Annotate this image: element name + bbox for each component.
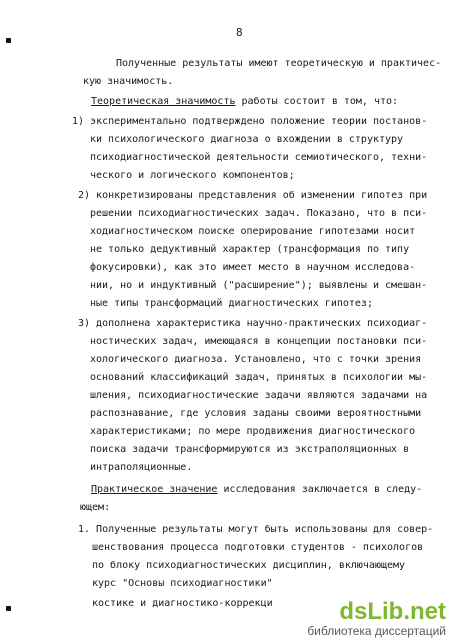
text-line: фокусировки), как это имеет место в научном исследова- xyxy=(90,262,416,273)
watermark-logo: dsLib.net xyxy=(339,598,446,625)
text-line: шления, психодиагностические задачи являются задачами на xyxy=(90,390,428,401)
text-line: распознавание, где условия заданы своими вероятностными xyxy=(90,408,422,419)
text-line: ющем: xyxy=(80,502,111,513)
text-line: Практическое значение исследования заключается в следу- xyxy=(91,484,423,495)
text-line: ностических задач, имеющаяся в концепции постановки пси- xyxy=(90,336,428,347)
section-heading-theoretical: Теоретическая значимость xyxy=(91,96,236,107)
margin-mark-bottom xyxy=(6,606,11,611)
text-line: интраполяционные. xyxy=(90,462,193,473)
list-item-text: 1) экспериментально подтверждено положение теории постанов- xyxy=(72,116,428,127)
text-line: по блоку психодиагностических дисциплин, включающему xyxy=(92,560,406,571)
text-line: нии, но и индуктивный ("расширение"); выявлены и смешан- xyxy=(90,280,428,291)
text-line: Полученные результаты имеют теоретическую и практичес- xyxy=(116,58,442,69)
text-line: решении психодиагностических задач. Показано, что в пси- xyxy=(90,208,428,219)
text-line: ческого и логического компонентов; xyxy=(90,170,295,181)
text-line: поиска задачи трансформируются из экстраполяционных в xyxy=(90,444,410,455)
section-heading-practical: Практическое значение xyxy=(91,484,218,495)
text-line: кую значимость. xyxy=(83,76,174,87)
text-line: характеристиками; по мере продвижения диагностического xyxy=(90,426,416,437)
text-line: шенствования процесса подготовки студентов - психологов xyxy=(92,542,424,553)
text-line: хологического диагноза. Установлено, что с точки зрения xyxy=(90,354,422,365)
text-line: Теоретическая значимость работы состоит в том, что: xyxy=(91,96,399,107)
page-number: 8 xyxy=(236,26,243,39)
text-line: ные типы трансформаций диагностических гипотез; xyxy=(90,298,373,309)
text-line: костике и диагностико-коррекци xyxy=(92,598,273,609)
watermark xyxy=(307,600,446,638)
watermark-subtitle: библиотека диссертаций xyxy=(307,624,446,638)
text-line: не только дедуктивный характер (трансформация по типу xyxy=(90,244,410,255)
text-line: психодиагностической деятельности семиотического, техни- xyxy=(90,152,428,163)
text-line: курс "Основы психодиагностики" xyxy=(92,578,273,589)
text-line: оснований классификаций задач, принятых в психологии мы- xyxy=(90,372,428,383)
margin-mark-top xyxy=(6,38,11,43)
list-item-text: 2) конкретизированы представления об изменении гипотез при xyxy=(78,190,428,201)
list-item-text: 1. Полученные результаты могут быть использованы для совер- xyxy=(78,524,434,535)
text-line: ки психологического диагноза о вхождении в структуру xyxy=(90,134,404,145)
text-line: ходиагностическом поиске оперирование гипотезами носит xyxy=(90,226,416,237)
list-item-text: 3) дополнена характеристика научно-практических психодиаг- xyxy=(78,318,428,329)
